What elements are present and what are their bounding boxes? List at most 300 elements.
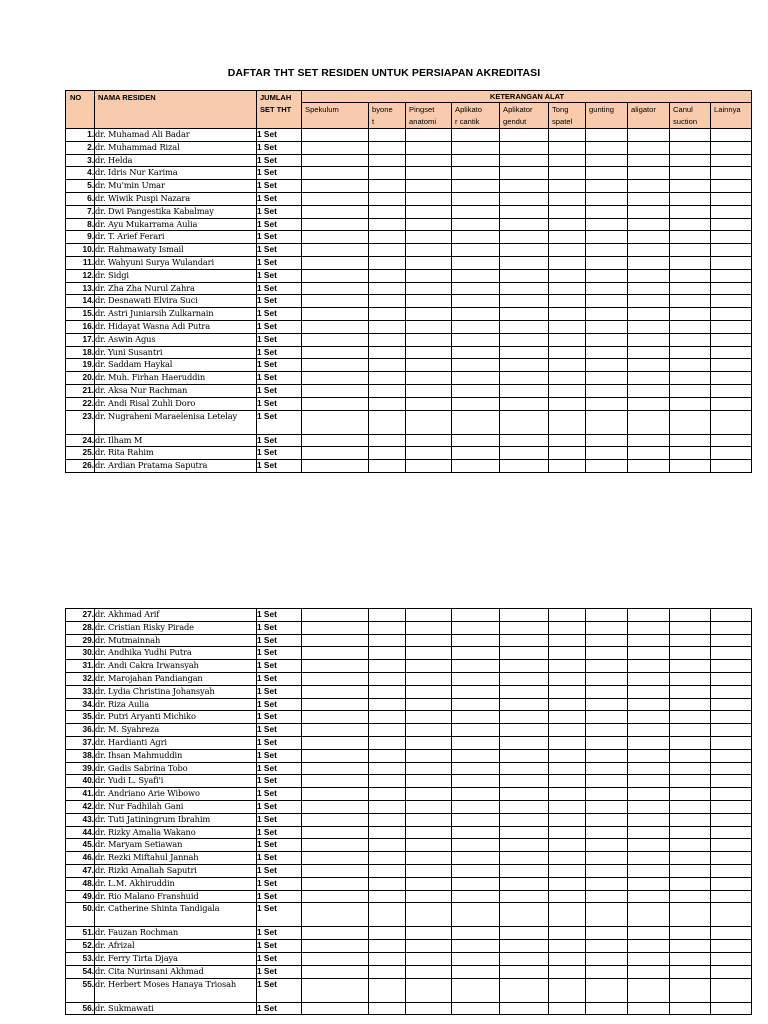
alat-cell (670, 180, 711, 193)
row-number: 32. (66, 672, 95, 685)
alat-cell (500, 359, 549, 372)
document-title: DAFTAR THT SET RESIDEN UNTUK PERSIAPAN AKREDITASI (227, 67, 541, 79)
alat-cell (452, 154, 500, 167)
row-number: 26. (66, 460, 95, 473)
row-number: 49. (66, 890, 95, 903)
alat-cell (670, 903, 711, 927)
header-alat-line2: r cantik (455, 117, 480, 126)
alat-cell (628, 877, 670, 890)
table-row (66, 877, 752, 890)
alat-cell (369, 359, 406, 372)
alat-cell (549, 890, 586, 903)
set-count: 1 Set (257, 788, 302, 801)
alat-cell (500, 231, 549, 244)
row-number: 53. (66, 952, 95, 965)
resident-name: dr. Idris Nur Karima (95, 167, 257, 180)
alat-cell (406, 800, 452, 813)
alat-cell (500, 927, 549, 940)
alat-cell (302, 877, 369, 890)
resident-name: dr. Ayu Mukarrama Aulia (95, 218, 257, 231)
alat-cell (586, 346, 628, 359)
alat-cell (406, 282, 452, 295)
alat-cell (628, 154, 670, 167)
alat-cell (500, 244, 549, 257)
alat-cell (711, 826, 752, 839)
table-row (66, 129, 752, 142)
alat-cell (628, 647, 670, 660)
alat-cell (406, 244, 452, 257)
alat-cell (549, 269, 586, 282)
alat-cell (586, 269, 628, 282)
alat-cell (369, 634, 406, 647)
alat-cell (369, 154, 406, 167)
table-row (66, 927, 752, 940)
alat-cell (452, 384, 500, 397)
alat-cell (302, 762, 369, 775)
table-row (66, 852, 752, 865)
alat-cell (369, 141, 406, 154)
alat-cell (302, 736, 369, 749)
alat-cell (302, 940, 369, 953)
alat-cell (711, 647, 752, 660)
alat-cell (500, 724, 549, 737)
alat-cell (586, 434, 628, 447)
table-row (66, 320, 752, 333)
alat-cell (670, 621, 711, 634)
alat-cell (452, 141, 500, 154)
alat-cell (711, 434, 752, 447)
row-number: 16. (66, 320, 95, 333)
alat-cell (452, 762, 500, 775)
resident-name: dr. Gadis Sabrina Tobo (95, 762, 257, 775)
alat-cell (628, 397, 670, 410)
table-row (66, 205, 752, 218)
set-count: 1 Set (257, 129, 302, 142)
alat-cell (711, 218, 752, 231)
alat-cell (549, 397, 586, 410)
header-alat-line2: gendut (503, 117, 527, 126)
alat-cell (406, 621, 452, 634)
alat-cell (452, 839, 500, 852)
alat-cell (711, 890, 752, 903)
alat-cell (369, 672, 406, 685)
alat-cell (711, 410, 752, 434)
table-row (66, 244, 752, 257)
alat-cell (628, 978, 670, 1002)
alat-cell (711, 621, 752, 634)
table-row (66, 282, 752, 295)
row-number: 44. (66, 826, 95, 839)
alat-cell (711, 447, 752, 460)
alat-cell (406, 864, 452, 877)
alat-cell (549, 460, 586, 473)
alat-cell (586, 672, 628, 685)
alat-cell (369, 269, 406, 282)
alat-cell (452, 256, 500, 269)
alat-cell (711, 852, 752, 865)
alat-cell (670, 965, 711, 978)
table-row (66, 749, 752, 762)
alat-cell (406, 660, 452, 673)
set-count: 1 Set (257, 800, 302, 813)
alat-cell (586, 762, 628, 775)
alat-cell (670, 672, 711, 685)
alat-cell (302, 205, 369, 218)
alat-cell (406, 762, 452, 775)
row-number: 5. (66, 180, 95, 193)
header-alat-line1: Tong (552, 105, 569, 114)
alat-cell (711, 724, 752, 737)
alat-cell (302, 384, 369, 397)
alat-cell (500, 852, 549, 865)
alat-cell (500, 736, 549, 749)
alat-cell (628, 813, 670, 826)
alat-cell (302, 372, 369, 385)
alat-cell (586, 965, 628, 978)
alat-cell (500, 295, 549, 308)
alat-cell (586, 320, 628, 333)
alat-cell (500, 698, 549, 711)
alat-cell (369, 460, 406, 473)
alat-cell (452, 244, 500, 257)
set-count: 1 Set (257, 282, 302, 295)
alat-cell (452, 129, 500, 142)
set-count: 1 Set (257, 141, 302, 154)
alat-cell (452, 965, 500, 978)
alat-cell (670, 978, 711, 1002)
row-number: 8. (66, 218, 95, 231)
alat-cell (302, 864, 369, 877)
alat-cell (452, 685, 500, 698)
table-body-part-2 (66, 609, 752, 1015)
alat-cell (670, 205, 711, 218)
table-row (66, 698, 752, 711)
alat-cell (369, 965, 406, 978)
alat-cell (586, 788, 628, 801)
alat-cell (500, 218, 549, 231)
alat-cell (628, 410, 670, 434)
alat-cell (406, 192, 452, 205)
row-number: 48. (66, 877, 95, 890)
table-row (66, 359, 752, 372)
alat-cell (452, 269, 500, 282)
alat-cell (711, 762, 752, 775)
alat-cell (406, 788, 452, 801)
alat-cell (369, 397, 406, 410)
alat-cell (711, 800, 752, 813)
table-row (66, 839, 752, 852)
alat-cell (711, 609, 752, 622)
alat-cell (549, 192, 586, 205)
row-number: 6. (66, 192, 95, 205)
alat-cell (628, 244, 670, 257)
alat-cell (586, 978, 628, 1002)
alat-cell (670, 609, 711, 622)
resident-name: dr. Sidgi (95, 269, 257, 282)
alat-cell (549, 244, 586, 257)
alat-cell (302, 634, 369, 647)
table-row (66, 218, 752, 231)
alat-cell (586, 864, 628, 877)
alat-cell (406, 372, 452, 385)
alat-cell (500, 965, 549, 978)
alat-cell (500, 372, 549, 385)
alat-cell (406, 180, 452, 193)
alat-cell (302, 244, 369, 257)
alat-cell (586, 749, 628, 762)
alat-cell (302, 359, 369, 372)
table-row (66, 965, 752, 978)
alat-cell (302, 129, 369, 142)
alat-cell (302, 698, 369, 711)
table-row (66, 952, 752, 965)
alat-cell (549, 333, 586, 346)
alat-cell (586, 205, 628, 218)
alat-cell (452, 978, 500, 1002)
alat-cell (670, 775, 711, 788)
alat-cell (406, 346, 452, 359)
alat-cell (549, 736, 586, 749)
alat-cell (369, 852, 406, 865)
resident-name: dr. Ihsan Mahmuddin (95, 749, 257, 762)
alat-cell (628, 864, 670, 877)
alat-cell (549, 965, 586, 978)
alat-cell (549, 952, 586, 965)
alat-cell (452, 231, 500, 244)
alat-cell (302, 295, 369, 308)
alat-cell (500, 154, 549, 167)
table-row (66, 154, 752, 167)
alat-cell (452, 749, 500, 762)
alat-cell (452, 647, 500, 660)
alat-cell (628, 839, 670, 852)
row-number: 50. (66, 903, 95, 927)
alat-cell (549, 434, 586, 447)
alat-cell (586, 852, 628, 865)
alat-cell (711, 372, 752, 385)
row-number: 51. (66, 927, 95, 940)
alat-cell (452, 609, 500, 622)
alat-cell (302, 269, 369, 282)
alat-cell (452, 460, 500, 473)
alat-cell (711, 685, 752, 698)
alat-cell (500, 320, 549, 333)
alat-cell (586, 711, 628, 724)
table-row (66, 800, 752, 813)
alat-cell (406, 333, 452, 346)
alat-cell (711, 672, 752, 685)
set-count: 1 Set (257, 852, 302, 865)
alat-cell (586, 410, 628, 434)
alat-cell (369, 244, 406, 257)
alat-cell (406, 154, 452, 167)
alat-cell (452, 447, 500, 460)
alat-cell (670, 282, 711, 295)
row-number: 20. (66, 372, 95, 385)
resident-name: dr. Catherine Shinta Tandigala (95, 903, 257, 927)
alat-cell (369, 384, 406, 397)
resident-name: dr. Hardianti Agri (95, 736, 257, 749)
alat-cell (711, 736, 752, 749)
alat-cell (452, 903, 500, 927)
alat-cell (628, 372, 670, 385)
row-number: 55. (66, 978, 95, 1002)
alat-cell (549, 749, 586, 762)
alat-cell (549, 320, 586, 333)
alat-cell (586, 154, 628, 167)
alat-cell (628, 711, 670, 724)
alat-cell (670, 434, 711, 447)
header-alat-line2: suction (673, 117, 698, 126)
alat-cell (452, 877, 500, 890)
alat-cell (500, 205, 549, 218)
row-number: 40. (66, 775, 95, 788)
alat-cell (711, 295, 752, 308)
alat-cell (369, 864, 406, 877)
row-number: 41. (66, 788, 95, 801)
alat-cell (549, 903, 586, 927)
alat-cell (302, 460, 369, 473)
header-keterangan-alat: KETERANGAN ALAT (302, 91, 752, 103)
header-alat-9 (711, 103, 752, 129)
alat-cell (452, 775, 500, 788)
alat-cell (586, 218, 628, 231)
set-count: 1 Set (257, 839, 302, 852)
alat-cell (549, 927, 586, 940)
resident-name: dr. Wiwik Puspi Nazara (95, 192, 257, 205)
resident-name: dr. Rahmawaty Ismail (95, 244, 257, 257)
alat-cell (302, 410, 369, 434)
resident-name: dr. Rizki Amaliah Saputri (95, 864, 257, 877)
alat-cell (628, 952, 670, 965)
alat-cell (500, 800, 549, 813)
alat-cell (586, 372, 628, 385)
set-count: 1 Set (257, 154, 302, 167)
set-count: 1 Set (257, 940, 302, 953)
alat-cell (500, 346, 549, 359)
alat-cell (549, 282, 586, 295)
alat-cell (369, 1002, 406, 1015)
table-row (66, 736, 752, 749)
alat-cell (369, 940, 406, 953)
alat-cell (369, 978, 406, 1002)
alat-cell (452, 434, 500, 447)
alat-cell (670, 762, 711, 775)
set-count: 1 Set (257, 397, 302, 410)
row-number: 21. (66, 384, 95, 397)
row-number: 43. (66, 813, 95, 826)
alat-cell (406, 129, 452, 142)
alat-cell (369, 826, 406, 839)
alat-cell (500, 749, 549, 762)
alat-cell (628, 685, 670, 698)
alat-cell (711, 634, 752, 647)
alat-cell (452, 660, 500, 673)
alat-cell (452, 852, 500, 865)
header-alat-line1: aligator (631, 105, 656, 114)
alat-cell (500, 609, 549, 622)
set-count: 1 Set (257, 621, 302, 634)
alat-cell (500, 634, 549, 647)
set-count: 1 Set (257, 333, 302, 346)
alat-cell (670, 231, 711, 244)
alat-cell (711, 903, 752, 927)
alat-cell (711, 660, 752, 673)
alat-cell (711, 141, 752, 154)
alat-cell (369, 685, 406, 698)
header-alat-line1: gunting (589, 105, 614, 114)
alat-cell (369, 927, 406, 940)
alat-cell (452, 711, 500, 724)
header-alat-2 (406, 103, 452, 129)
alat-cell (369, 903, 406, 927)
row-number: 7. (66, 205, 95, 218)
header-alat-line2: spatel (552, 117, 573, 126)
alat-cell (711, 927, 752, 940)
alat-cell (369, 788, 406, 801)
alat-cell (369, 813, 406, 826)
alat-cell (670, 295, 711, 308)
alat-cell (500, 826, 549, 839)
alat-cell (670, 141, 711, 154)
alat-cell (369, 218, 406, 231)
set-count: 1 Set (257, 434, 302, 447)
row-number: 12. (66, 269, 95, 282)
table-row (66, 346, 752, 359)
alat-cell (302, 890, 369, 903)
header-alat-6 (586, 103, 628, 129)
alat-cell (670, 940, 711, 953)
alat-cell (406, 890, 452, 903)
alat-cell (406, 320, 452, 333)
table-row (66, 890, 752, 903)
alat-cell (500, 256, 549, 269)
alat-cell (670, 890, 711, 903)
row-number: 9. (66, 231, 95, 244)
row-number: 13. (66, 282, 95, 295)
resident-name: dr. Ilham M (95, 434, 257, 447)
alat-cell (369, 205, 406, 218)
set-count: 1 Set (257, 269, 302, 282)
alat-cell (670, 839, 711, 852)
table-row (66, 864, 752, 877)
alat-cell (549, 839, 586, 852)
alat-cell (586, 256, 628, 269)
alat-cell (500, 864, 549, 877)
alat-cell (369, 609, 406, 622)
alat-cell (711, 154, 752, 167)
alat-cell (406, 384, 452, 397)
header-no: NO (66, 91, 95, 129)
alat-cell (670, 447, 711, 460)
alat-cell (549, 384, 586, 397)
alat-cell (500, 460, 549, 473)
alat-cell (302, 978, 369, 1002)
row-number: 22. (66, 397, 95, 410)
alat-cell (452, 372, 500, 385)
alat-cell (302, 775, 369, 788)
alat-cell (406, 736, 452, 749)
alat-cell (670, 927, 711, 940)
set-count: 1 Set (257, 218, 302, 231)
alat-cell (670, 192, 711, 205)
alat-cell (369, 434, 406, 447)
alat-cell (406, 927, 452, 940)
alat-cell (628, 736, 670, 749)
alat-cell (711, 346, 752, 359)
alat-cell (500, 384, 549, 397)
alat-cell (711, 167, 752, 180)
